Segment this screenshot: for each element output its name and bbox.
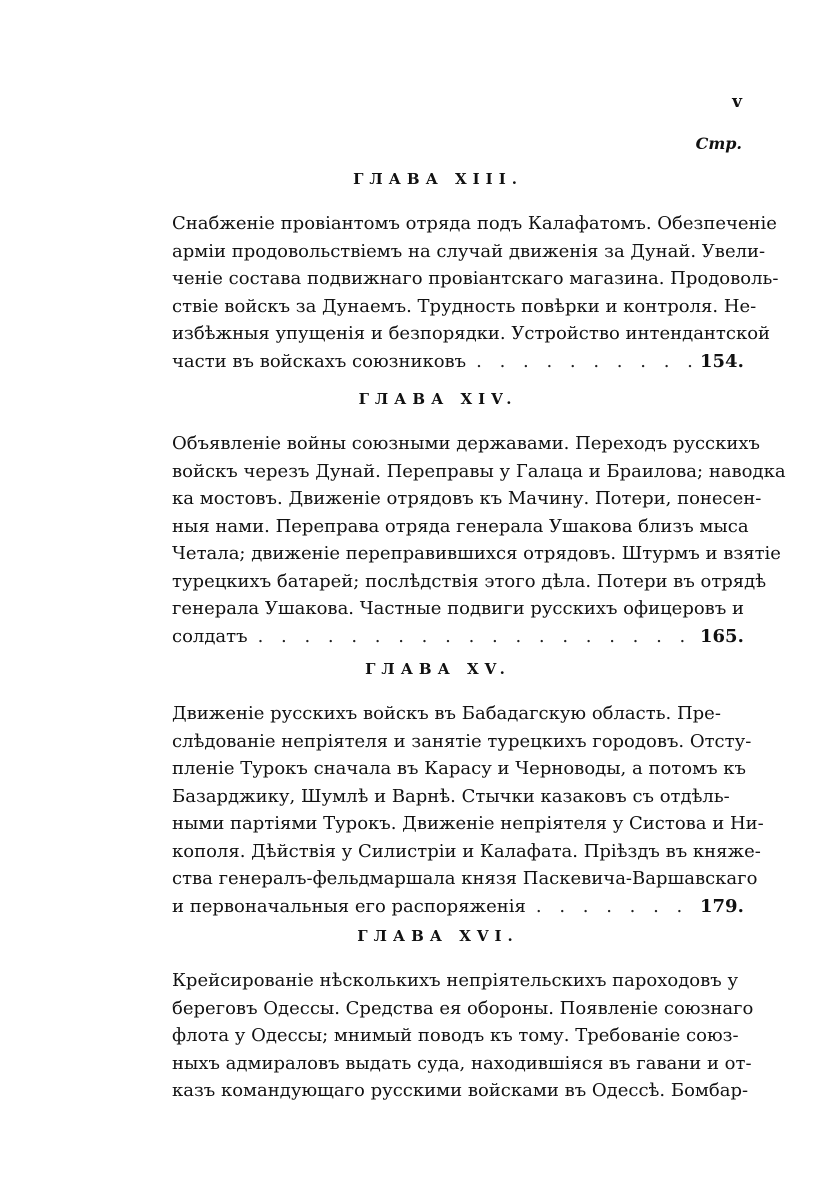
- page-number: 154.: [700, 350, 744, 372]
- summary-line: слѣдованіе непріятеля и занятіе турецкихъ городовъ. Отсту-: [172, 730, 752, 752]
- dot-leader: [258, 623, 692, 651]
- summary-line: ства генералъ-фельдмаршала князя Паскевича-Варшавскаго: [172, 868, 758, 889]
- chapter-16: [172, 927, 754, 1105]
- summary-last-line: [172, 623, 744, 651]
- chapter-summary: [172, 430, 786, 650]
- chapter-13: [172, 170, 779, 375]
- summary-line: избѣжныя упущенія и безпорядки. Устройство интендантской: [172, 323, 771, 344]
- page-column-header: Стр.: [695, 134, 742, 153]
- summary-line: флота у Одессы; мнимый поводъ къ тому. Требованіе союз-: [172, 1025, 739, 1046]
- dot-leader: [476, 348, 692, 376]
- dot-leader: [536, 893, 692, 921]
- summary-line: береговъ Одессы. Средства ея обороны. Появленіе союзнаго: [172, 997, 754, 1019]
- chapter-14: [172, 390, 786, 650]
- summary-line: ныя нами. Переправа отряда генерала Ушакова близъ мыса: [172, 515, 749, 537]
- summary-line: Четала; движеніе переправившихся отрядовъ. Штурмъ и взятіе: [172, 543, 781, 564]
- page-marker: v: [732, 92, 742, 112]
- chapter-title: ГЛАВА XV.: [365, 660, 511, 678]
- chapter-title: ГЛАВА XIV.: [358, 390, 518, 408]
- summary-line: ными партіями Турокъ. Движеніе непріятеля у Систова и Ни-: [172, 813, 764, 834]
- summary-line: Объявленіе войны союзными державами. Переходъ русскихъ: [172, 433, 760, 454]
- chapter-title: ГЛАВА XIII.: [353, 170, 523, 188]
- summary-line: турецкихъ батарей; послѣдствія этого дѣла. Потери въ отрядѣ: [172, 570, 767, 592]
- summary-line: Базарджику, Шумлѣ и Варнѣ. Стычки казаковъ съ отдѣль-: [172, 785, 730, 807]
- summary-last-line: [172, 348, 744, 376]
- summary-line: казъ командующаго русскими войсками въ Одессѣ. Бомбар-: [172, 1080, 749, 1101]
- summary-line: ка мостовъ. Движеніе отрядовъ къ Мачину. Потери, понесен-: [172, 488, 762, 509]
- summary-line: пленіе Турокъ сначала въ Карасу и Черноводы, а потомъ къ: [172, 758, 746, 779]
- chapter-summary: [172, 210, 779, 375]
- summary-line: Движеніе русскихъ войскъ въ Бабадагскую область. Пре-: [172, 703, 721, 724]
- summary-line: арміи продовольствіемъ на случай движенія за Дунай. Увели-: [172, 240, 766, 262]
- summary-line: солдатъ: [172, 625, 248, 647]
- summary-line: и первоначальныя его распоряженія: [172, 895, 526, 917]
- summary-line: ченіе состава подвижнаго провіантскаго магазина. Продоволь-: [172, 268, 779, 289]
- summary-line: ныхъ адмираловъ выдать суда, находившіяся въ гавани и от-: [172, 1052, 752, 1074]
- chapter-summary: [172, 967, 754, 1105]
- summary-last-line: [172, 893, 744, 921]
- summary-line: генерала Ушакова. Частные подвиги русскихъ офицеровъ и: [172, 598, 744, 619]
- chapter-title: ГЛАВА XVI.: [357, 927, 519, 945]
- chapter-summary: [172, 700, 764, 920]
- summary-line: войскъ черезъ Дунай. Переправы у Галаца и Браилова; наводка: [172, 460, 786, 482]
- page-number: 179.: [700, 895, 744, 917]
- summary-line: Крейсированіе нѣсколькихъ непріятельскихъ пароходовъ у: [172, 970, 739, 991]
- page-number: 165.: [700, 625, 744, 647]
- summary-line: кополя. Дѣйствія у Силистріи и Калафата. Пріѣздъ въ княже-: [172, 840, 761, 862]
- summary-line: ствіе войскъ за Дунаемъ. Трудность повѣрки и контроля. Не-: [172, 295, 757, 317]
- summary-line: Снабженіе провіантомъ отряда подъ Калафатомъ. Обезпеченіе: [172, 213, 777, 234]
- summary-line: части въ войскахъ союзниковъ: [172, 350, 467, 372]
- chapter-15: [172, 660, 764, 920]
